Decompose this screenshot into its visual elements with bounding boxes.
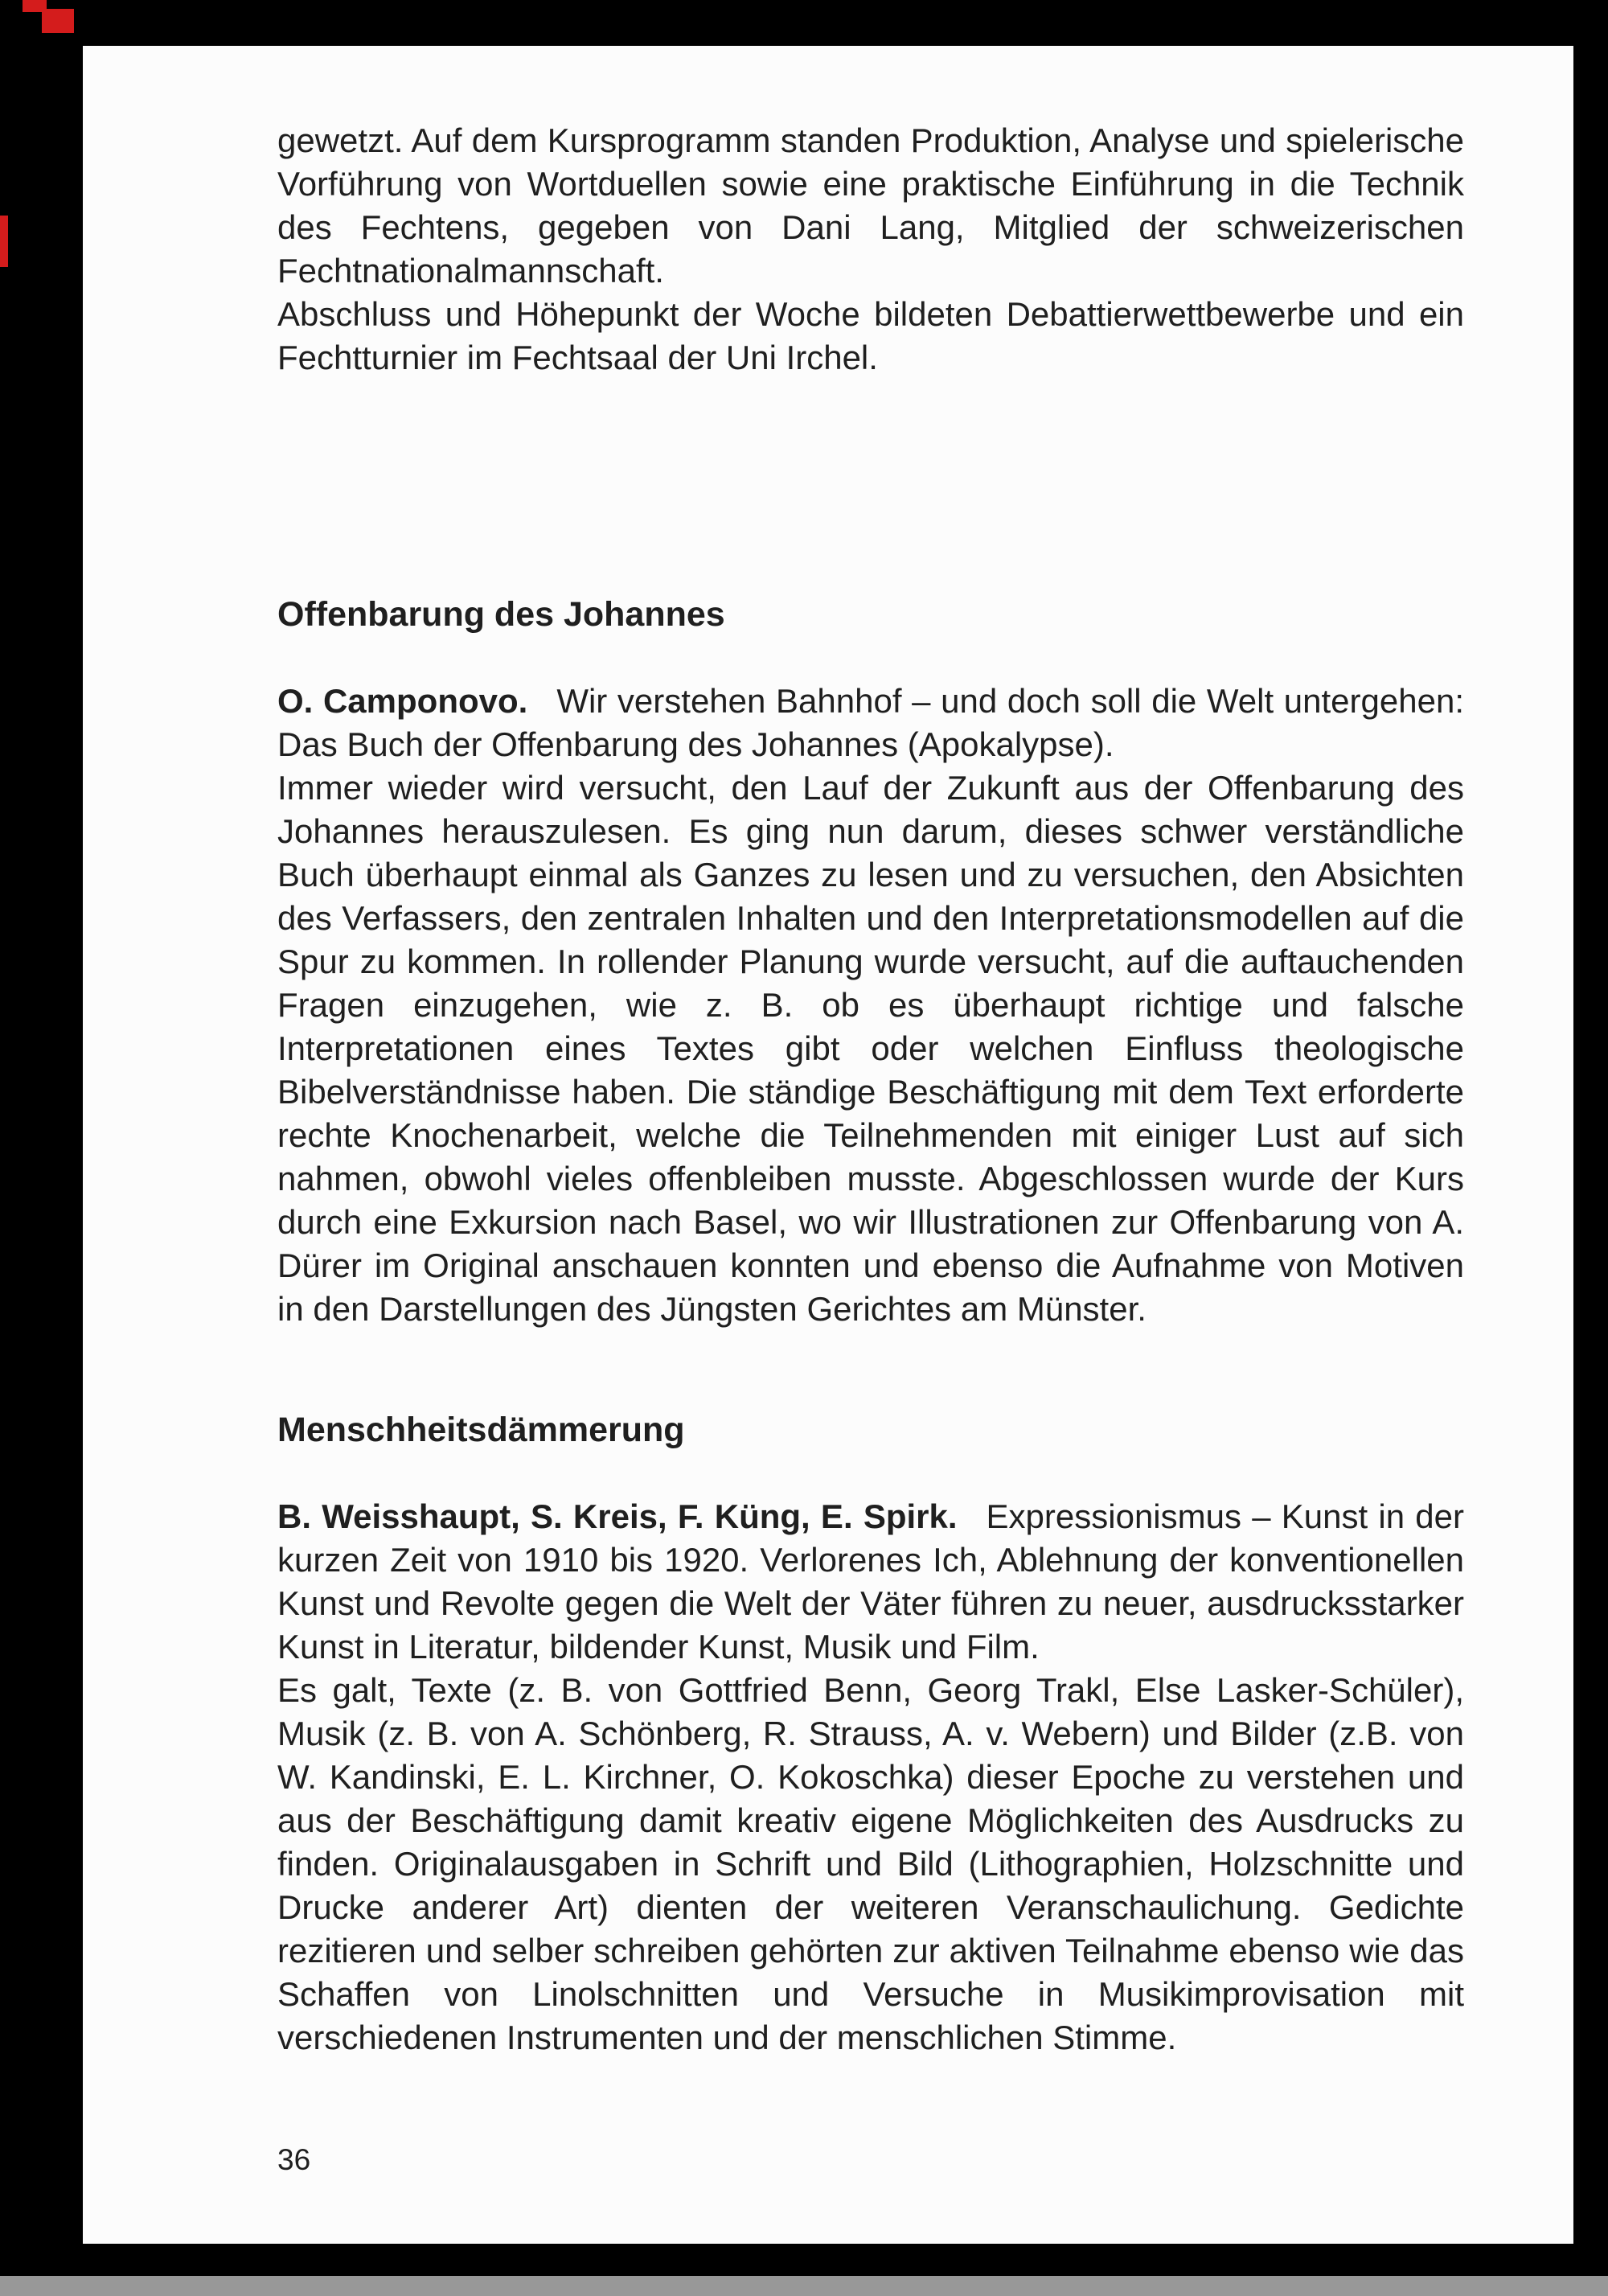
scan-artifact-red-mark-top-2 — [42, 9, 74, 33]
page-number: 36 — [277, 2143, 311, 2176]
intro-paragraph-2: Abschluss und Höhepunkt der Woche bildeten Debattierwettbewerbe und ein Fechtturnier im Fechtsaal der Uni Irchel. — [277, 295, 1464, 376]
course-paragraph — [277, 680, 1464, 766]
lecturer-names: O. Camponovo. — [277, 682, 528, 720]
scan-artifact-bottom-strip — [0, 2276, 1608, 2296]
course-heading-menschheitsdaemmerung: Menschheitsdämmerung — [277, 1411, 685, 1449]
course-heading-offenbarung-des-johannes: Offenbarung des Johannes — [277, 595, 725, 634]
lecturer-names: B. Weisshaupt, S. Kreis, F. Küng, E. Spirk. — [277, 1497, 958, 1535]
scan-artifact-red-streak-left — [0, 216, 8, 267]
course-paragraph — [277, 1495, 1464, 1669]
book-page — [83, 46, 1573, 2244]
course-paragraph: Immer wieder wird versucht, den Lauf der Zukunft aus der Offenbarung des Johannes herauszulesen. Es ging nun darum, dieses schwer verständliche Buch überhaupt einmal als Ganzes zu lesen und zu versuchen, den Absichten des Verfassers, den zentralen Inhalten und den Interpretationsmodellen auf die Spur zu kommen. In rollender Planung wurde versucht, auf die auftauchenden Fragen einzugehen, wie z. B. ob es überhaupt richtige und falsche Interpretationen eines Textes gibt oder welchen Einfluss theologische Bibelverständnisse haben. Die ständige Beschäftigung mit dem Text erforderte rechte Knochenarbeit, welche die Teilnehmenden mit einiger Lust auf sich nahmen, obwohl vieles offenbleiben musste. Abgeschlossen wurde der Kurs durch eine Exkursion nach Basel, wo wir Illustrationen zur Offenbarung von A. Dürer im Original anschauen konnten und ebenso die Aufnahme von Motiven in den Darstellungen des Jüngsten Gerichtes am Münster. — [277, 769, 1464, 1328]
course-paragraph: Es galt, Texte (z. B. von Gottfried Benn, Georg Trakl, Else Lasker-Schüler), Musik (z. B. von A. Schönberg, R. Strauss, A. v. Webern) und Bilder (z.B. von W. Kandinski, E. L. Kirchner, O. Kokoschka) dieser Epoche zu verstehen und aus der Beschäftigung damit kreativ eigene Möglichkeiten des Ausdrucks zu finden. Originalausgaben in Schrift und Bild (Lithographien, Holzschnitte und Drucke anderer Art) dienten der weiteren Veranschaulichung. Gedichte rezitieren und selber schreiben gehörten zur aktiven Teilnahme ebenso wie das Schaffen von Linolschnitten und Versuche in Musikimprovisation mit verschiedenen Instrumenten und der menschlichen Stimme. — [277, 1671, 1464, 2056]
paragraph-text: Wir verstehen Bahnhof – und doch soll die Welt untergehen: Das Buch der Offenbarung des Johannes (Apokalypse). — [277, 682, 1464, 763]
intro-paragraph-1: gewetzt. Auf dem Kursprogramm standen Produktion, Analyse und spielerische Vorführung von Wortduellen sowie eine praktische Einführung in die Technik des Fechtens, gegeben von Dani Lang, Mitglied der schweizerischen Fechtnationalmannschaft. — [277, 121, 1464, 290]
page-text-column — [277, 119, 1464, 2060]
paragraph-text: Expressionismus – Kunst in der kurzen Zeit von 1910 bis 1920. Verlorenes Ich, Ablehnung der konventionellen Kunst und Revolte gegen die Welt der Väter führen zu neuer, ausdrucksstarker Kunst in Literatur, bildender Kunst, Musik und Film. — [277, 1497, 1464, 1666]
